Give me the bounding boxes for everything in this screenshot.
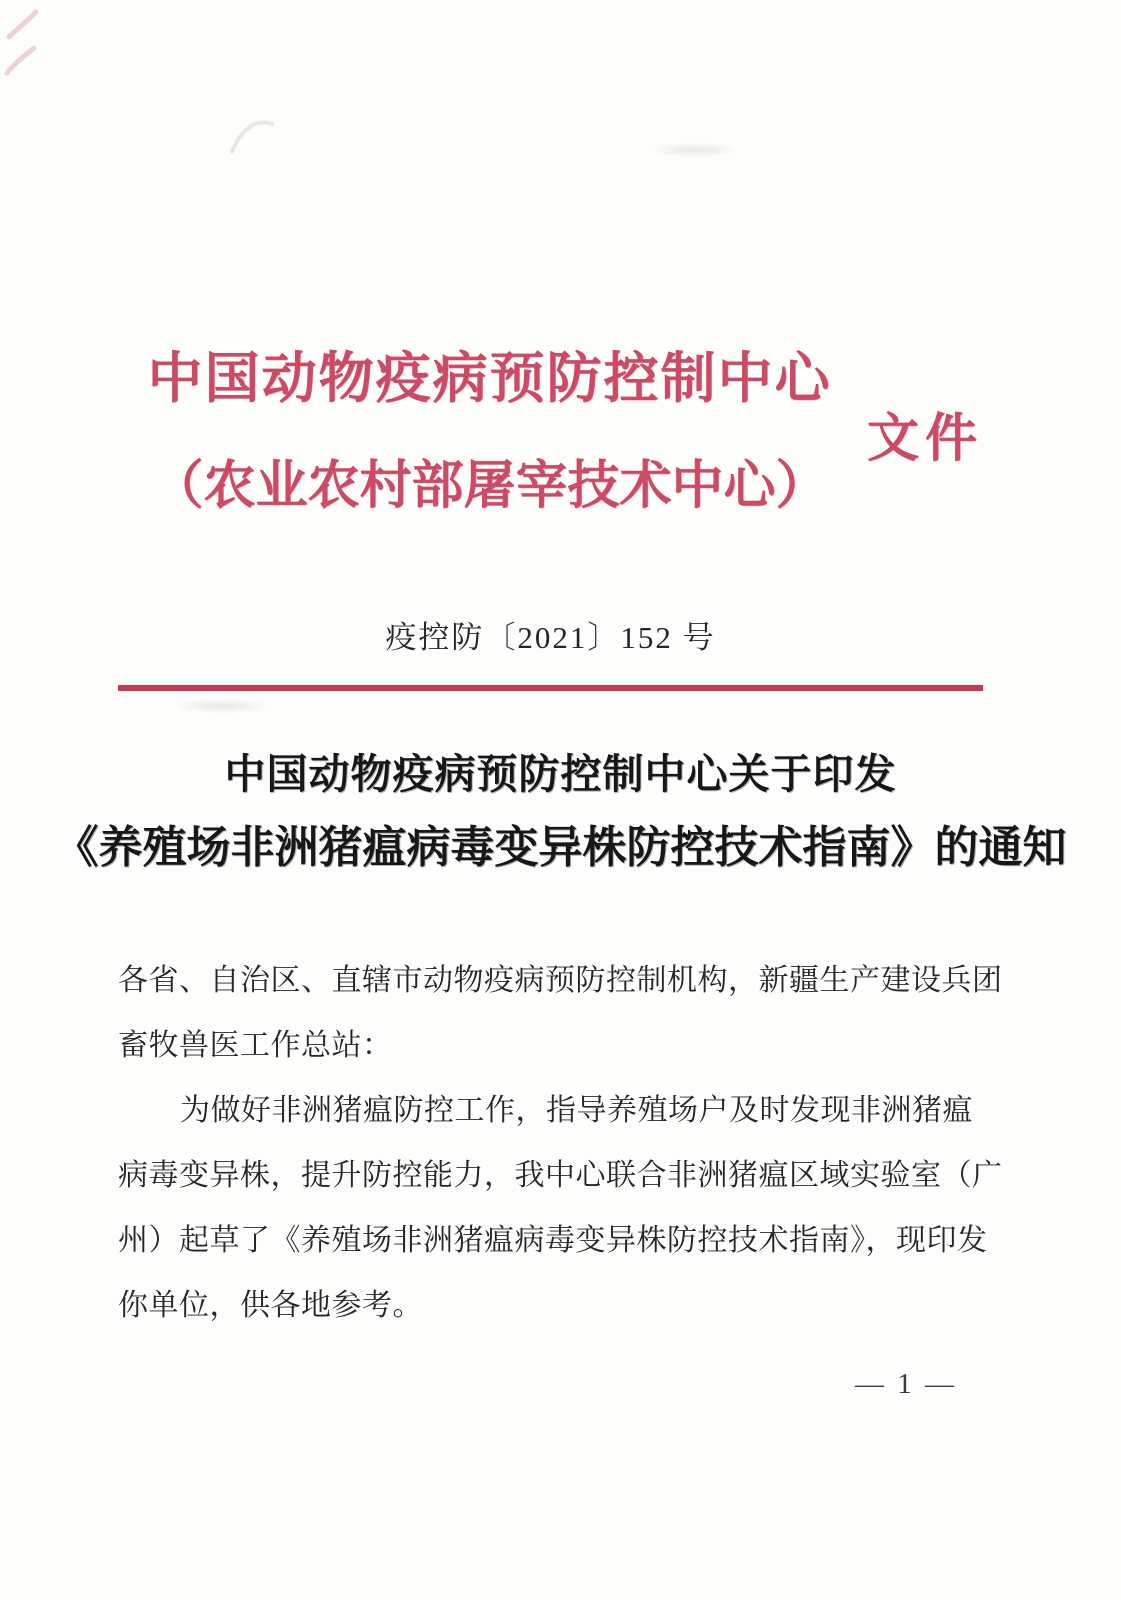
paragraph-line: 州）起草了《养殖场非洲猪瘟病毒变异株防控技术指南》，现印发 <box>118 1224 988 1257</box>
document-title-line2: 《养殖场非洲猪瘟病毒变异株防控技术指南》的通知 <box>54 823 1067 872</box>
document-title <box>0 748 1121 876</box>
org-name-line1: 中国动物疫病预防控制中心 <box>147 348 832 409</box>
letterhead-org-names <box>118 350 861 516</box>
document-body <box>118 948 1003 1338</box>
reference-number: 疫控防〔2021〕152 号 <box>385 620 716 655</box>
page-number: — 1 — <box>855 1368 957 1400</box>
document-title-line1: 中国动物疫病预防控制中心关于印发 <box>224 751 897 797</box>
paragraph-line: 你单位，供各地参考。 <box>118 1289 423 1322</box>
scan-mark-squiggle <box>226 110 276 162</box>
doc-type-label: 文件 <box>866 410 983 468</box>
letterhead <box>118 350 983 516</box>
paragraph-line: 为做好非洲猪瘟防控工作，指导养殖场户及时发现非洲猪瘟 <box>180 1094 973 1127</box>
org-name-line2: （农业农村部屠宰技术中心） <box>151 458 828 515</box>
scan-smudge <box>648 142 740 158</box>
scan-smudge <box>172 698 272 714</box>
scan-mark-red <box>4 6 46 82</box>
paragraph-line: 病毒变异株，提升防控能力，我中心联合非洲猪瘟区域实验室（广 <box>118 1159 1003 1192</box>
red-separator-rule <box>118 685 983 691</box>
salutation-line: 各省、自治区、直辖市动物疫病预防控制机构，新疆生产建设兵团 <box>118 964 1003 997</box>
salutation-line: 畜牧兽医工作总站： <box>118 1029 393 1062</box>
